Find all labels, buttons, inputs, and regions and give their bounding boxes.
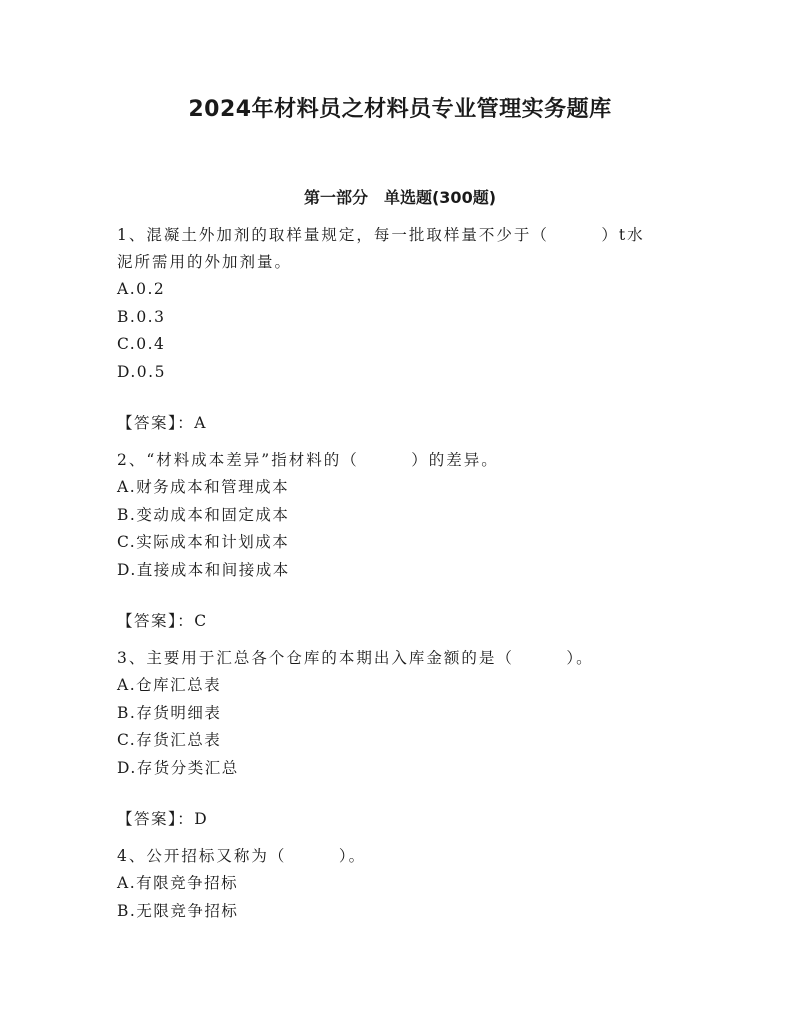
question-2 <box>117 447 677 635</box>
answer-label: 【答案】：C <box>117 612 208 630</box>
question-stem: 3、主要用于汇总各个仓库的本期出入库金额的是（ ）。 <box>117 649 594 667</box>
answer-label: 【答案】：D <box>117 810 209 828</box>
question-stem-continued: 泥所需用的外加剂量。 <box>117 253 293 271</box>
option-c: C.实际成本和计划成本 <box>117 533 290 551</box>
question-3 <box>117 645 677 833</box>
answer-label: 【答案】：A <box>117 414 207 432</box>
option-d: D.0.5 <box>117 362 166 381</box>
option-c: C.存货汇总表 <box>117 731 222 749</box>
document-title: 2024年材料员之材料员专业管理实务题库 <box>188 97 612 122</box>
option-a: A.有限竞争招标 <box>117 874 239 892</box>
option-b: B.变动成本和固定成本 <box>117 505 290 524</box>
option-b: B.存货明细表 <box>117 703 222 722</box>
question-stem: 4、公开招标又称为（ ）。 <box>117 847 367 865</box>
question-stem: 1、混凝土外加剂的取样量规定，每一批取样量不少于（ ）t水 <box>117 226 645 244</box>
option-b: B.0.3 <box>117 307 166 326</box>
option-d: D.直接成本和间接成本 <box>117 560 290 579</box>
option-a: A.财务成本和管理成本 <box>117 478 290 496</box>
question-1 <box>117 222 677 437</box>
question-4 <box>117 843 677 925</box>
option-b: B.无限竞争招标 <box>117 901 239 920</box>
section-title: 第一部分 单选题(300题) <box>303 188 497 207</box>
option-d: D.存货分类汇总 <box>117 758 239 777</box>
option-c: C.0.4 <box>117 335 166 353</box>
question-list <box>117 222 677 925</box>
question-stem: 2、“材料成本差异”指材料的（ ）的差异。 <box>117 451 499 469</box>
option-a: A.0.2 <box>117 280 166 298</box>
option-a: A.仓库汇总表 <box>117 676 222 694</box>
